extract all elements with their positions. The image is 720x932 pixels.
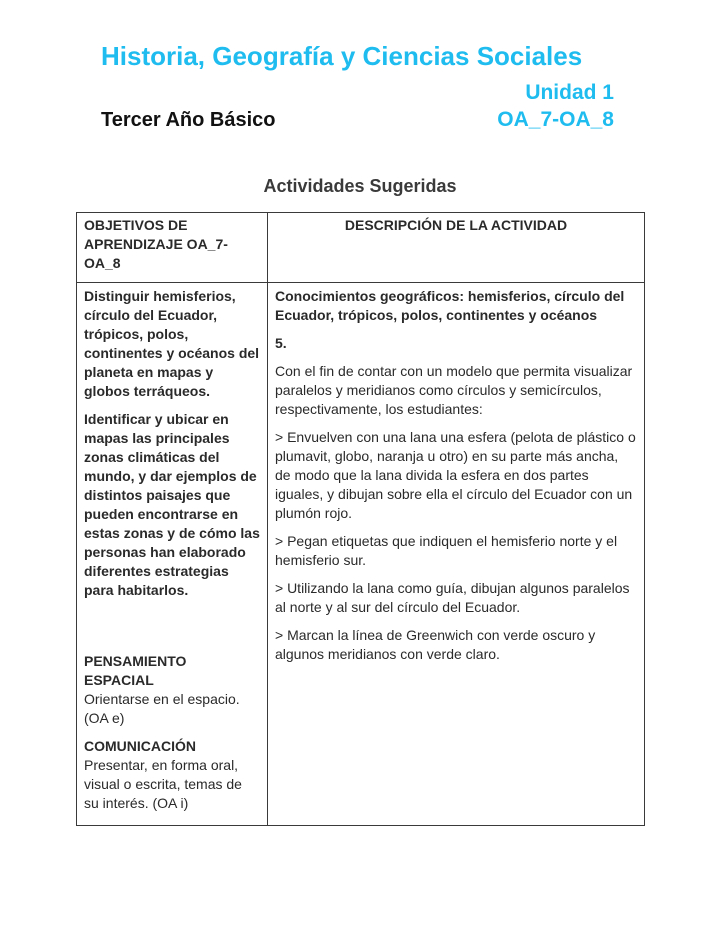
activity-heading: Conocimientos geográficos: hemisferios, círculo del Ecuador, trópicos, polos, continentes y océanos [275, 288, 625, 323]
skill-1-text: Orientarse en el espacio. (OA e) [84, 691, 240, 726]
oa-range-label: OA_7-OA_8 [497, 108, 614, 131]
table-row [77, 283, 645, 826]
activities-table [76, 212, 645, 826]
description-header: DESCRIPCIÓN DE LA ACTIVIDAD [268, 213, 645, 283]
skill-2-text: Presentar, en forma oral, visual o escrita, temas de su interés. (OA i) [84, 757, 242, 811]
skill-1-title: PENSAMIENTO ESPACIAL [84, 653, 187, 688]
subject-title: Historia, Geografía y Ciencias Sociales [101, 41, 583, 71]
objective-oa7: Distinguir hemisferios, círculo del Ecuador, trópicos, polos, continentes y océanos del planeta en mapas y globos terráqueos. [84, 288, 260, 399]
objective-oa8: Identificar y ubicar en mapas las principales zonas climáticas del mundo, y dar ejemplos de distintos paisajes que pueden encontrarse en estas zonas y de cómo las personas han elaborado diferentes estrategias para habitarlos. [84, 411, 260, 598]
activity-step: > Envuelven con una lana una esfera (pelota de plástico o plumavit, globo, naranja u otro) en su parte más ancha, de modo que la lana divida la esfera en dos partes iguales, y dibujan sobre ella el círculo del Ecuador con un plumón rojo. [275, 429, 636, 521]
section-title: Actividades Sugeridas [263, 176, 457, 196]
activity-step: > Marcan la línea de Greenwich con verde oscuro y algunos meridianos con verde claro. [275, 627, 596, 662]
activity-step: > Pegan etiquetas que indiquen el hemisferio norte y el hemisferio sur. [275, 533, 618, 568]
activity-cell [268, 283, 645, 826]
grade-label: Tercer Año Básico [101, 109, 276, 131]
table-header-row [77, 213, 645, 283]
activity-number: 5. [275, 335, 287, 351]
skill-2-title: COMUNICACIÓN [84, 738, 196, 754]
activity-step: > Utilizando la lana como guía, dibujan algunos paralelos al norte y al sur del círculo del Ecuador. [275, 580, 630, 615]
activity-intro: Con el fin de contar con un modelo que permita visualizar paralelos y meridianos como círculos y semicírculos, respectivamente, los estudiantes: [275, 363, 633, 417]
objectives-header: OBJETIVOS DE APRENDIZAJE OA_7-OA_8 [77, 213, 268, 283]
unit-label: Unidad 1 [525, 81, 614, 104]
objectives-cell [77, 283, 268, 826]
